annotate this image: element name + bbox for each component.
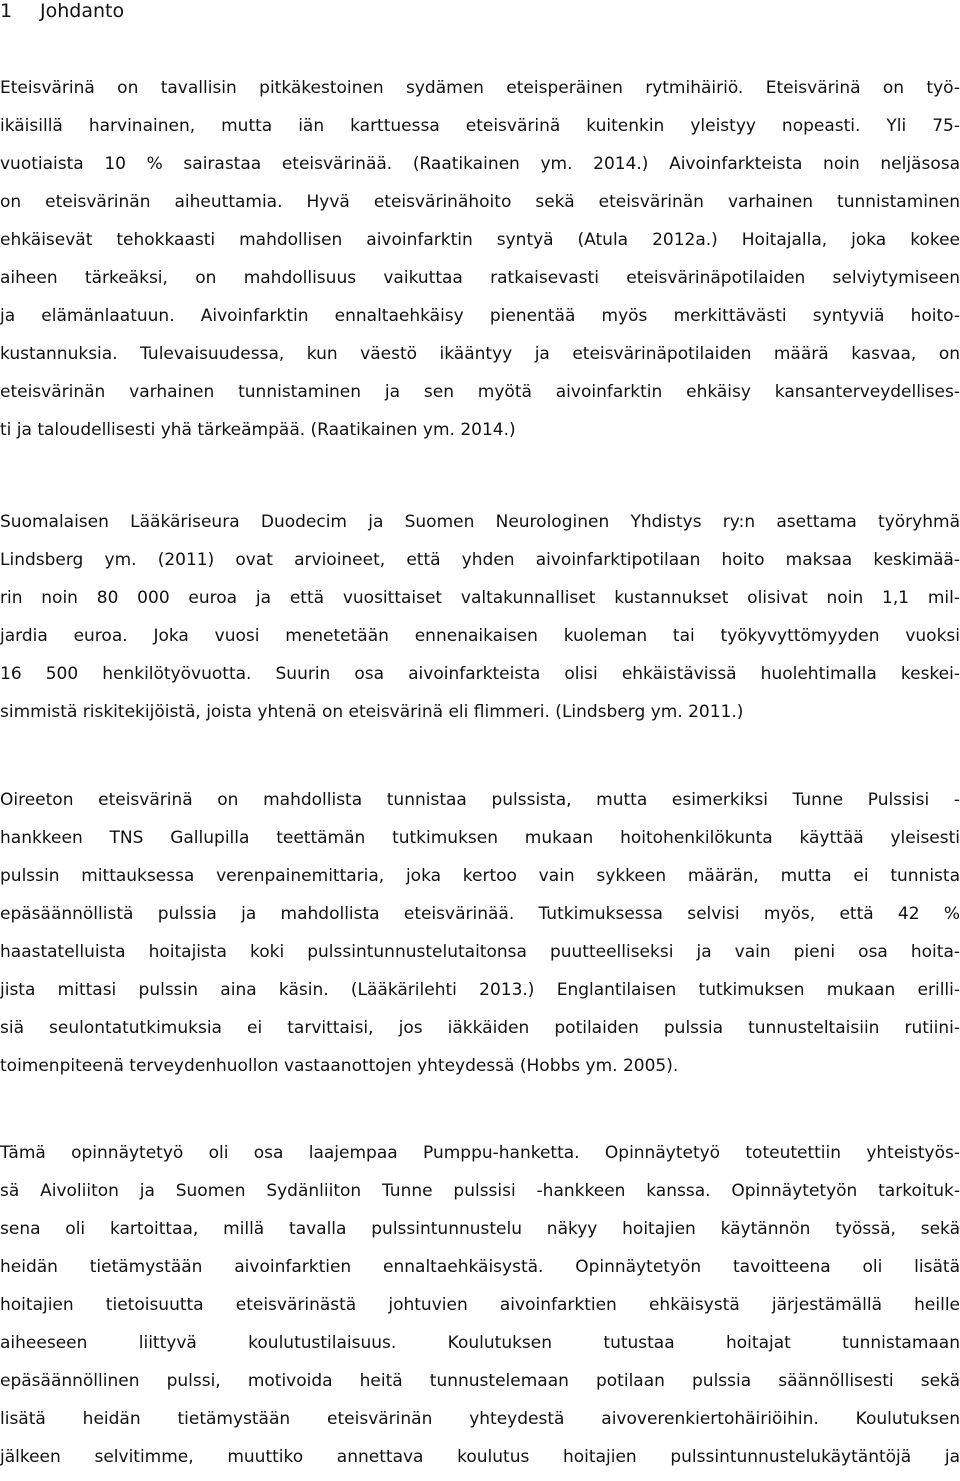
text-line: pulssin mittauksessa verenpainemittaria, joka kertoo vain sykkeen määrän, mutta ei tunnista (0, 866, 960, 886)
text-line: Suomalaisen Lääkäriseura Duodecim ja Suomen Neurologinen Yhdistys ry:n asettama työryhmä (0, 512, 960, 532)
chapter-heading (0, 0, 124, 22)
text-line: lisätä heidän tietämystään eteisvärinän yhteydestä aivoverenkiertohäiriöihin. Koulutuksen (0, 1409, 960, 1429)
text-line: haastatelluista hoitajista koki pulssintunnustelutaitonsa puutteelliseksi ja vain pieni osa hoita- (0, 942, 960, 962)
text-line: vuotiaista 10 % sairastaa eteisvärinää. (Raatikainen ym. 2014.) Aivoinfarkteista noin neljäsosa (0, 154, 960, 174)
text-line: ikäisillä harvinainen, mutta iän karttuessa eteisvärinä kuitenkin yleistyy nopeasti. Yli 75- (0, 116, 960, 136)
paragraph-4 (0, 1134, 960, 1476)
paragraph-2 (0, 503, 960, 731)
text-line: Lindsberg ym. (2011) ovat arvioineet, että yhden aivoinfarktipotilaan hoito maksaa keskimää- (0, 550, 960, 570)
text-line: simmistä riskitekijöistä, joista yhtenä on eteisvärinä eli flimmeri. (Lindsberg ym. 2011.) (0, 702, 744, 722)
paragraph-1 (0, 69, 960, 449)
text-line: jardia euroa. Joka vuosi menetetään ennenaikaisen kuoleman tai työkyvyttömyyden vuoksi (0, 626, 960, 646)
text-line: toimenpiteenä terveydenhuollon vastaanottojen yhteydessä (Hobbs ym. 2005). (0, 1056, 679, 1076)
text-line: sena oli kartoittaa, millä tavalla pulssintunnustelu näkyy hoitajien käytännön työssä, sekä (0, 1219, 960, 1239)
chapter-number: 1 (0, 0, 13, 22)
text-line: ehkäisevät tehokkaasti mahdollisen aivoinfarktin syntyä (Atula 2012a.) Hoitajalla, joka kokee (0, 230, 960, 250)
text-line: Eteisvärinä on tavallisin pitkäkestoinen sydämen eteisperäinen rytmihäiriö. Eteisvärinä on työ- (0, 78, 960, 98)
paragraph-3 (0, 781, 960, 1085)
text-line: Tämä opinnäytetyö oli osa laajempaa Pumppu-hanketta. Opinnäytetyö toteutettiin yhteistyös- (0, 1143, 960, 1163)
text-line: rin noin 80 000 euroa ja että vuosittaiset valtakunnalliset kustannukset olisivat noin 1,1 mil- (0, 588, 960, 608)
text-line: 16 500 henkilötyövuotta. Suurin osa aivoinfarkteista olisi ehkäistävissä huolehtimalla keskei- (0, 664, 960, 684)
text-line: aiheen tärkeäksi, on mahdollisuus vaikuttaa ratkaisevasti eteisvärinäpotilaiden selviytymiseen (0, 268, 960, 288)
chapter-title: Johdanto (40, 0, 125, 22)
text-line: siä seulontatutkimuksia ei tarvittaisi, jos iäkkäiden potilaiden pulssia tunnusteltaisiin rutiini- (0, 1018, 960, 1038)
text-line: sä Aivoliiton ja Suomen Sydänliiton Tunne pulssisi -hankkeen kanssa. Opinnäytetyön tarkoituk- (0, 1181, 960, 1201)
text-line: kustannuksia. Tulevaisuudessa, kun väestö ikääntyy ja eteisvärinäpotilaiden määrä kasvaa, on (0, 344, 960, 364)
text-line: hankkeen TNS Gallupilla teettämän tutkimuksen mukaan hoitohenkilökunta käyttää yleisesti (0, 828, 960, 848)
text-line: ja elämänlaatuun. Aivoinfarktin ennaltaehkäisy pienentää myös merkittävästi syntyviä hoito- (0, 306, 960, 326)
text-line: aiheeseen liittyvä koulutustilaisuus. Koulutuksen tutustaa hoitajat tunnistamaan (0, 1333, 960, 1353)
text-line: epäsäännöllistä pulssia ja mahdollista eteisvärinää. Tutkimuksessa selvisi myös, että 42 % (0, 904, 960, 924)
text-line: Oireeton eteisvärinä on mahdollista tunnistaa pulssista, mutta esimerkiksi Tunne Pulssisi - (0, 790, 960, 810)
text-line: ti ja taloudellisesti yhä tärkeämpää. (Raatikainen ym. 2014.) (0, 420, 516, 440)
text-line: jista mittasi pulssin aina käsin. (Lääkärilehti 2013.) Englantilaisen tutkimuksen mukaan erilli- (0, 980, 960, 1000)
text-line: on eteisvärinän aiheuttamia. Hyvä eteisvärinähoito sekä eteisvärinän varhainen tunnistaminen (0, 192, 960, 212)
text-line: jälkeen selvitimme, muuttiko annettava koulutus hoitajien pulssintunnustelukäytäntöjä ja (0, 1447, 960, 1467)
text-line: hoitajien tietoisuutta eteisvärinästä johtuvien aivoinfarktien ehkäisystä järjestämällä heille (0, 1295, 960, 1315)
text-line: heidän tietämystään aivoinfarktien ennaltaehkäisystä. Opinnäytetyön tavoitteena oli lisätä (0, 1257, 960, 1277)
text-line: epäsäännöllinen pulssi, motivoida heitä tunnustelemaan potilaan pulssia säännöllisesti sekä (0, 1371, 960, 1391)
text-line: eteisvärinän varhainen tunnistaminen ja sen myötä aivoinfarktin ehkäisy kansanterveydellises- (0, 382, 960, 402)
